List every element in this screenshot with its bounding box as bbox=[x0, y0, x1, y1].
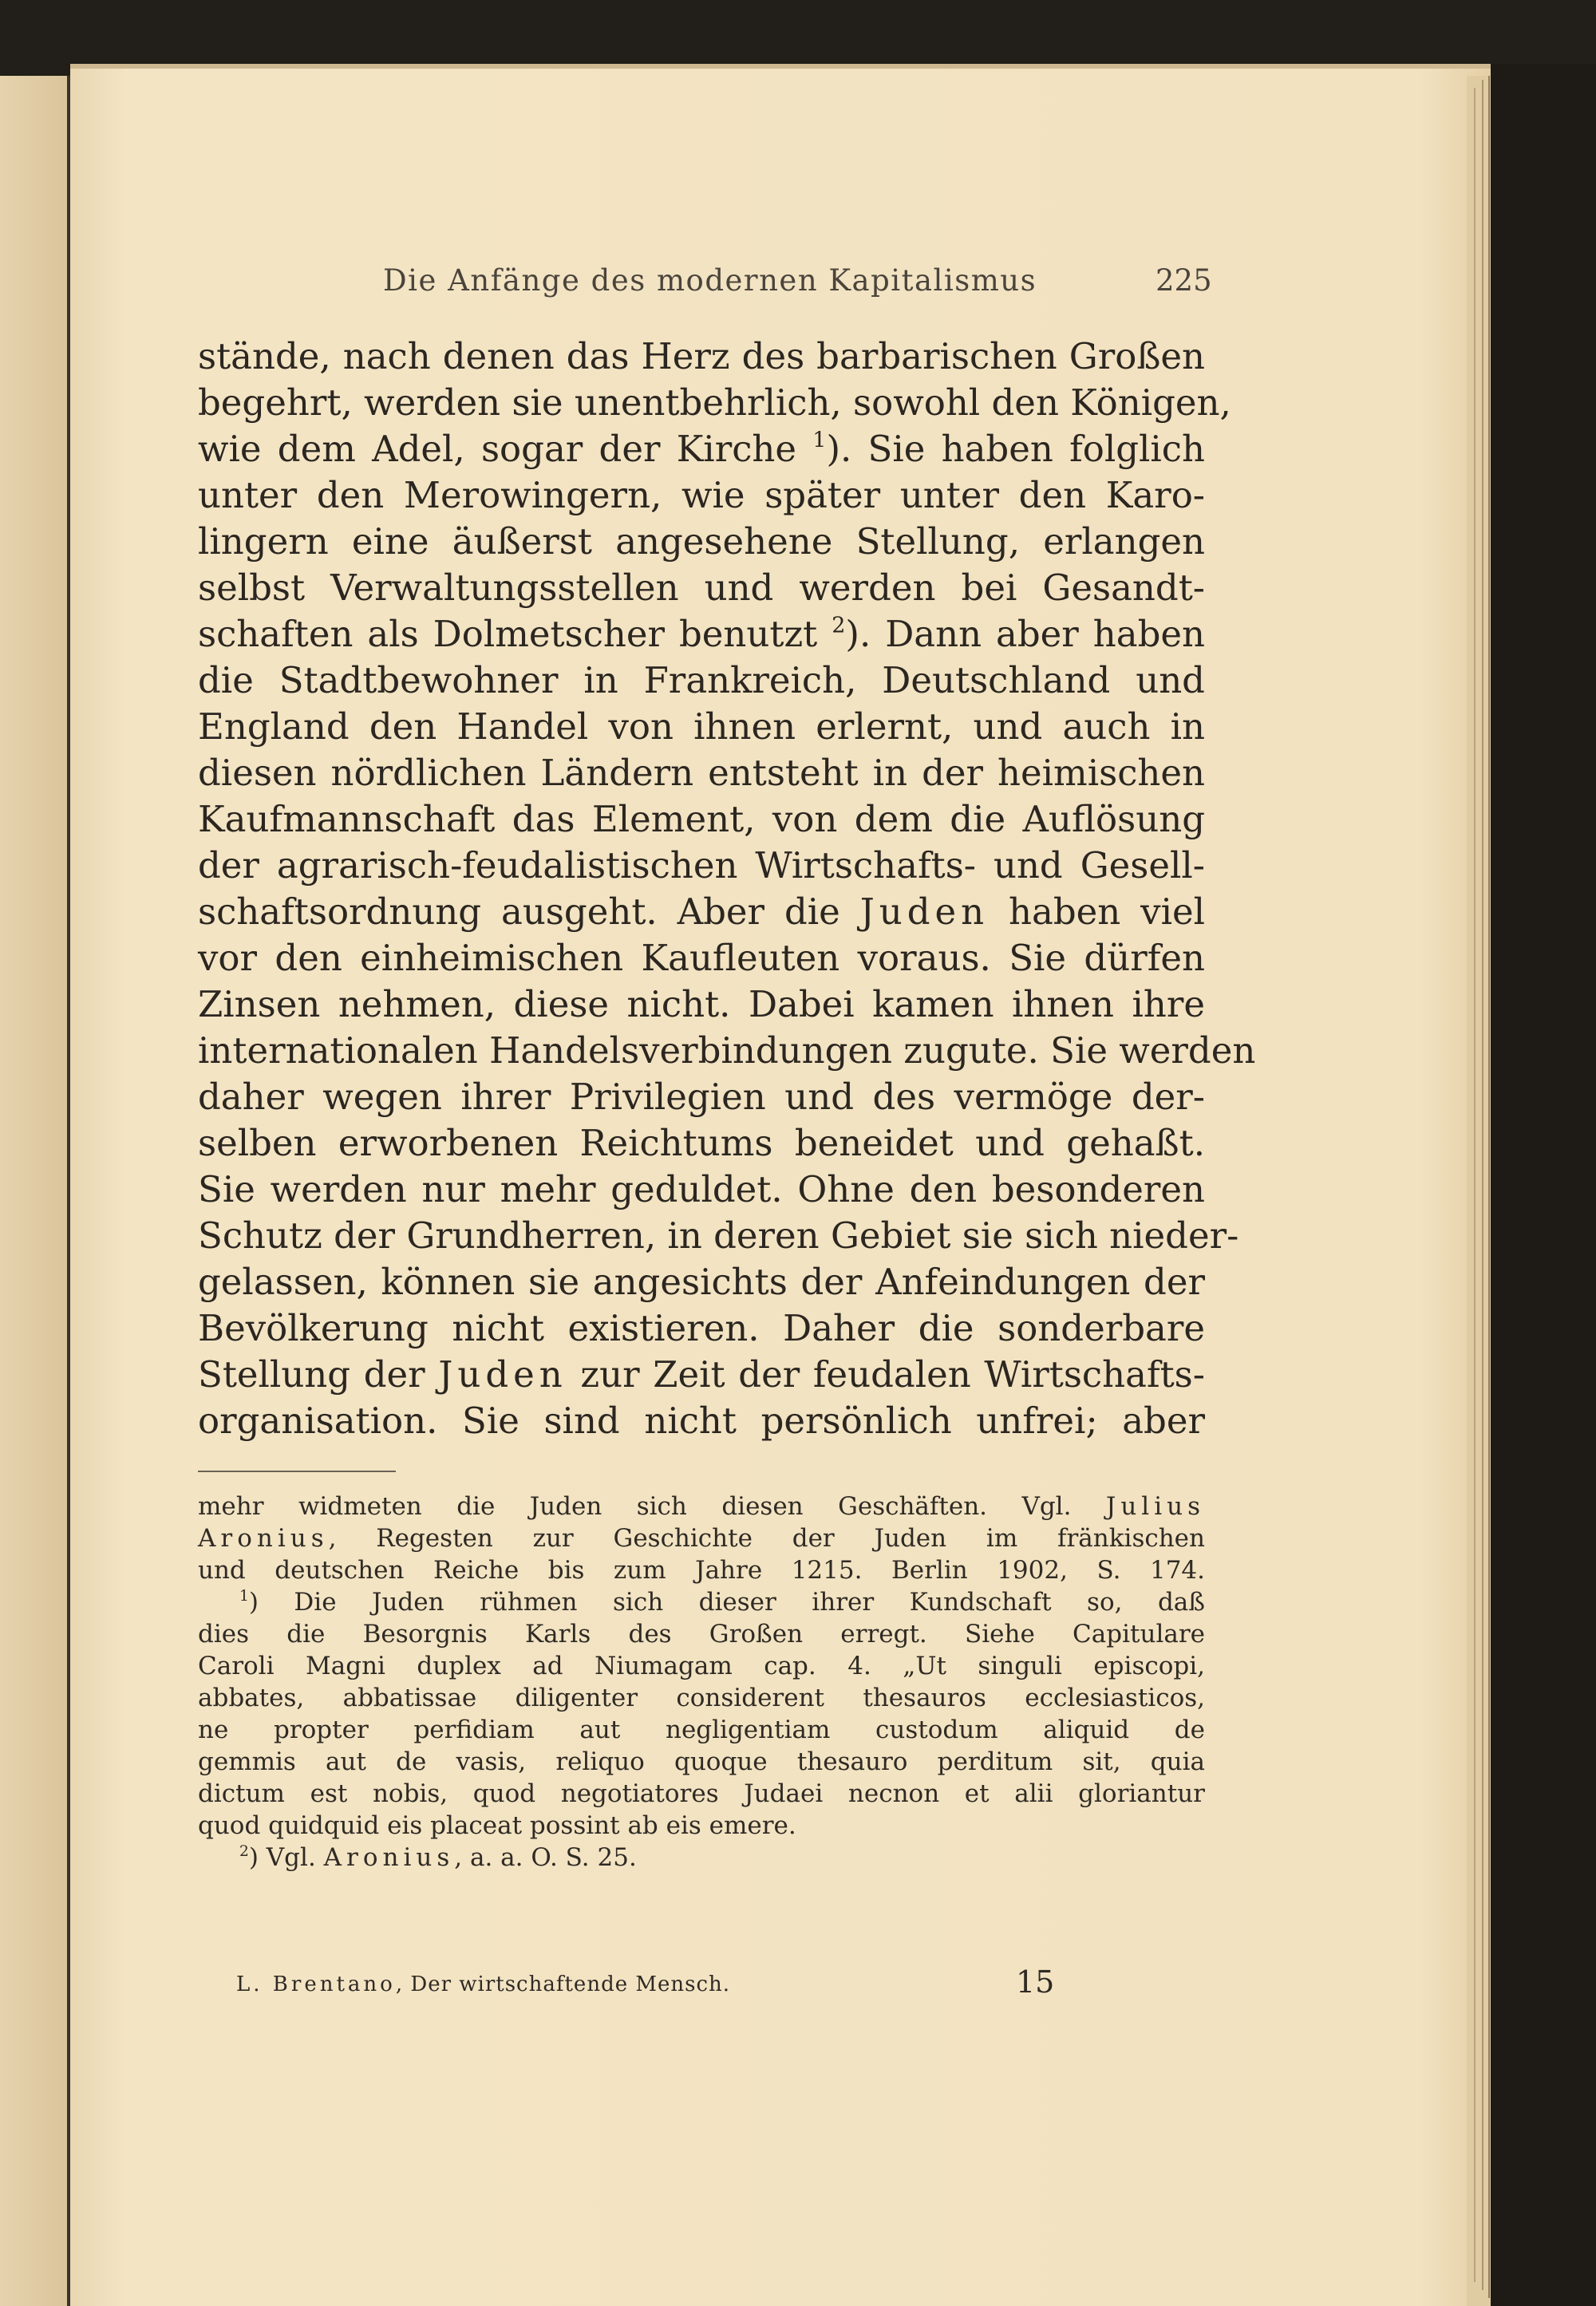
text-segment: ) Vgl. bbox=[248, 1843, 316, 1872]
footnote-line: dictum est nobis, quod negotiatores Judaei necnon et alii gloriantur bbox=[198, 1779, 1205, 1808]
text-line: stände, nach denen das Herz des barbarischen Großen bbox=[198, 335, 1205, 377]
footnote-line: und deutschen Reiche bis zum Jahre 1215. Berlin 1902, S. 174. bbox=[198, 1556, 1205, 1585]
spaced-word: Aronius bbox=[198, 1524, 329, 1553]
footnote-line: dies die Besorgnis Karls des Großen erregt. Siehe Capitulare bbox=[198, 1620, 1205, 1649]
text-line: Zinsen nehmen, diese nicht. Dabei kamen ihnen ihre bbox=[198, 983, 1205, 1025]
spaced-word: Juden bbox=[438, 1353, 567, 1396]
page-header bbox=[0, 263, 1505, 311]
footnote-line bbox=[198, 1491, 1205, 1522]
spaced-word: Julius bbox=[1105, 1492, 1206, 1521]
signature-author: L. Brentano bbox=[236, 1972, 396, 1996]
text-segment: Stellung der bbox=[198, 1353, 425, 1396]
footnote-line bbox=[239, 1586, 1205, 1618]
text-line bbox=[198, 889, 1205, 935]
text-segment: wie dem Adel, sogar der Kirche bbox=[198, 428, 797, 470]
footnote-line: quod quidquid eis placeat possint ab eis emere. bbox=[198, 1811, 796, 1840]
text-segment: haben viel bbox=[1009, 890, 1206, 933]
footnote-separator bbox=[198, 1471, 396, 1472]
text-line: Schutz der Grundherren, in deren Gebiet sie sich nieder- bbox=[198, 1214, 1239, 1257]
printer-signature bbox=[236, 1972, 730, 1996]
text-segment: ). Dann aber haben bbox=[845, 613, 1205, 655]
text-line: gelassen, können sie angesichts der Anfeindungen der bbox=[198, 1261, 1205, 1303]
text-segment: zur Zeit der feudalen Wirtschafts- bbox=[580, 1353, 1205, 1396]
text-line: Sie werden nur mehr geduldet. Ohne den besonderen bbox=[198, 1168, 1205, 1210]
spaced-word: Aronius bbox=[323, 1843, 455, 1872]
text-line: der agrarisch-feudalistischen Wirtschafts- und Gesell- bbox=[198, 844, 1205, 886]
spaced-word: Juden bbox=[859, 890, 990, 933]
footnote-ref: 1 bbox=[812, 428, 827, 453]
text-line: daher wegen ihrer Privilegien und des vermöge der- bbox=[198, 1076, 1205, 1118]
text-segment: schaften als Dolmetscher benutzt bbox=[198, 613, 818, 655]
text-line: vor den einheimischen Kaufleuten voraus. Sie dürfen bbox=[198, 937, 1205, 979]
footnote-line: Caroli Magni duplex ad Niumagam cap. 4. „Ut singuli episcopi, bbox=[198, 1652, 1205, 1680]
footnote-line bbox=[239, 1842, 1205, 1874]
footnote-marker: 2 bbox=[239, 1842, 249, 1860]
page-number: 225 bbox=[1156, 263, 1212, 298]
text-line: England den Handel von ihnen erlernt, und auch in bbox=[198, 705, 1205, 748]
footnote-line bbox=[198, 1522, 1205, 1554]
running-title: Die Anfänge des modernen Kapitalismus bbox=[383, 263, 1037, 298]
text-line: Kaufmannschaft das Element, von dem die Auflösung bbox=[198, 798, 1205, 840]
text-segment: schaftsordnung ausgeht. Aber die bbox=[198, 890, 840, 933]
footnote-ref: 2 bbox=[832, 613, 846, 638]
footnote-marker: 1 bbox=[239, 1587, 249, 1605]
text-line: organisation. Sie sind nicht persönlich unfrei; aber bbox=[198, 1400, 1205, 1442]
text-line: selben erworbenen Reichtums beneidet und gehaßt. bbox=[198, 1122, 1205, 1164]
text-segment: ) Die Juden rühmen sich dieser ihrer Kundschaft so, daß bbox=[248, 1588, 1205, 1617]
text-line: diesen nördlichen Ländern entsteht in der heimischen bbox=[198, 752, 1205, 794]
sheet-number: 15 bbox=[1016, 1964, 1055, 2000]
text-line: die Stadtbewohner in Frankreich, Deutschland und bbox=[198, 659, 1205, 701]
text-line bbox=[198, 426, 1205, 472]
text-segment: , Regesten zur Geschichte der Juden im fränkischen bbox=[328, 1524, 1205, 1553]
text-segment: ). Sie haben folglich bbox=[826, 428, 1205, 470]
signature-book: , Der wirtschaftende Mensch. bbox=[395, 1972, 731, 1996]
footnote-line: gemmis aut de vasis, reliquo quoque thesauro perditum sit, quia bbox=[198, 1747, 1205, 1776]
text-line bbox=[198, 1352, 1205, 1398]
text-line: begehrt, werden sie unentbehrlich, sowohl den Königen, bbox=[198, 381, 1231, 424]
footnote-line: ne propter perfidiam aut negligentiam custodum aliquid de bbox=[198, 1716, 1205, 1744]
footnote-line: abbates, abbatissae diligenter considerent thesauros ecclesiasticos, bbox=[198, 1684, 1205, 1712]
text-segment: mehr widmeten die Juden sich diesen Geschäften. Vgl. bbox=[198, 1492, 1072, 1521]
text-line: lingern eine äußerst angesehene Stellung, erlangen bbox=[198, 520, 1205, 563]
text-line: selbst Verwaltungsstellen und werden bei Gesandt- bbox=[198, 567, 1205, 609]
text-line: internationalen Handelsverbindungen zugute. Sie werden bbox=[198, 1029, 1256, 1072]
text-line bbox=[198, 611, 1205, 657]
text-line: unter den Merowingern, wie später unter den Karo- bbox=[198, 474, 1205, 516]
text-segment: , a. a. O. S. 25. bbox=[454, 1843, 637, 1872]
text-line: Bevölkerung nicht existieren. Daher die sonderbare bbox=[198, 1307, 1205, 1349]
